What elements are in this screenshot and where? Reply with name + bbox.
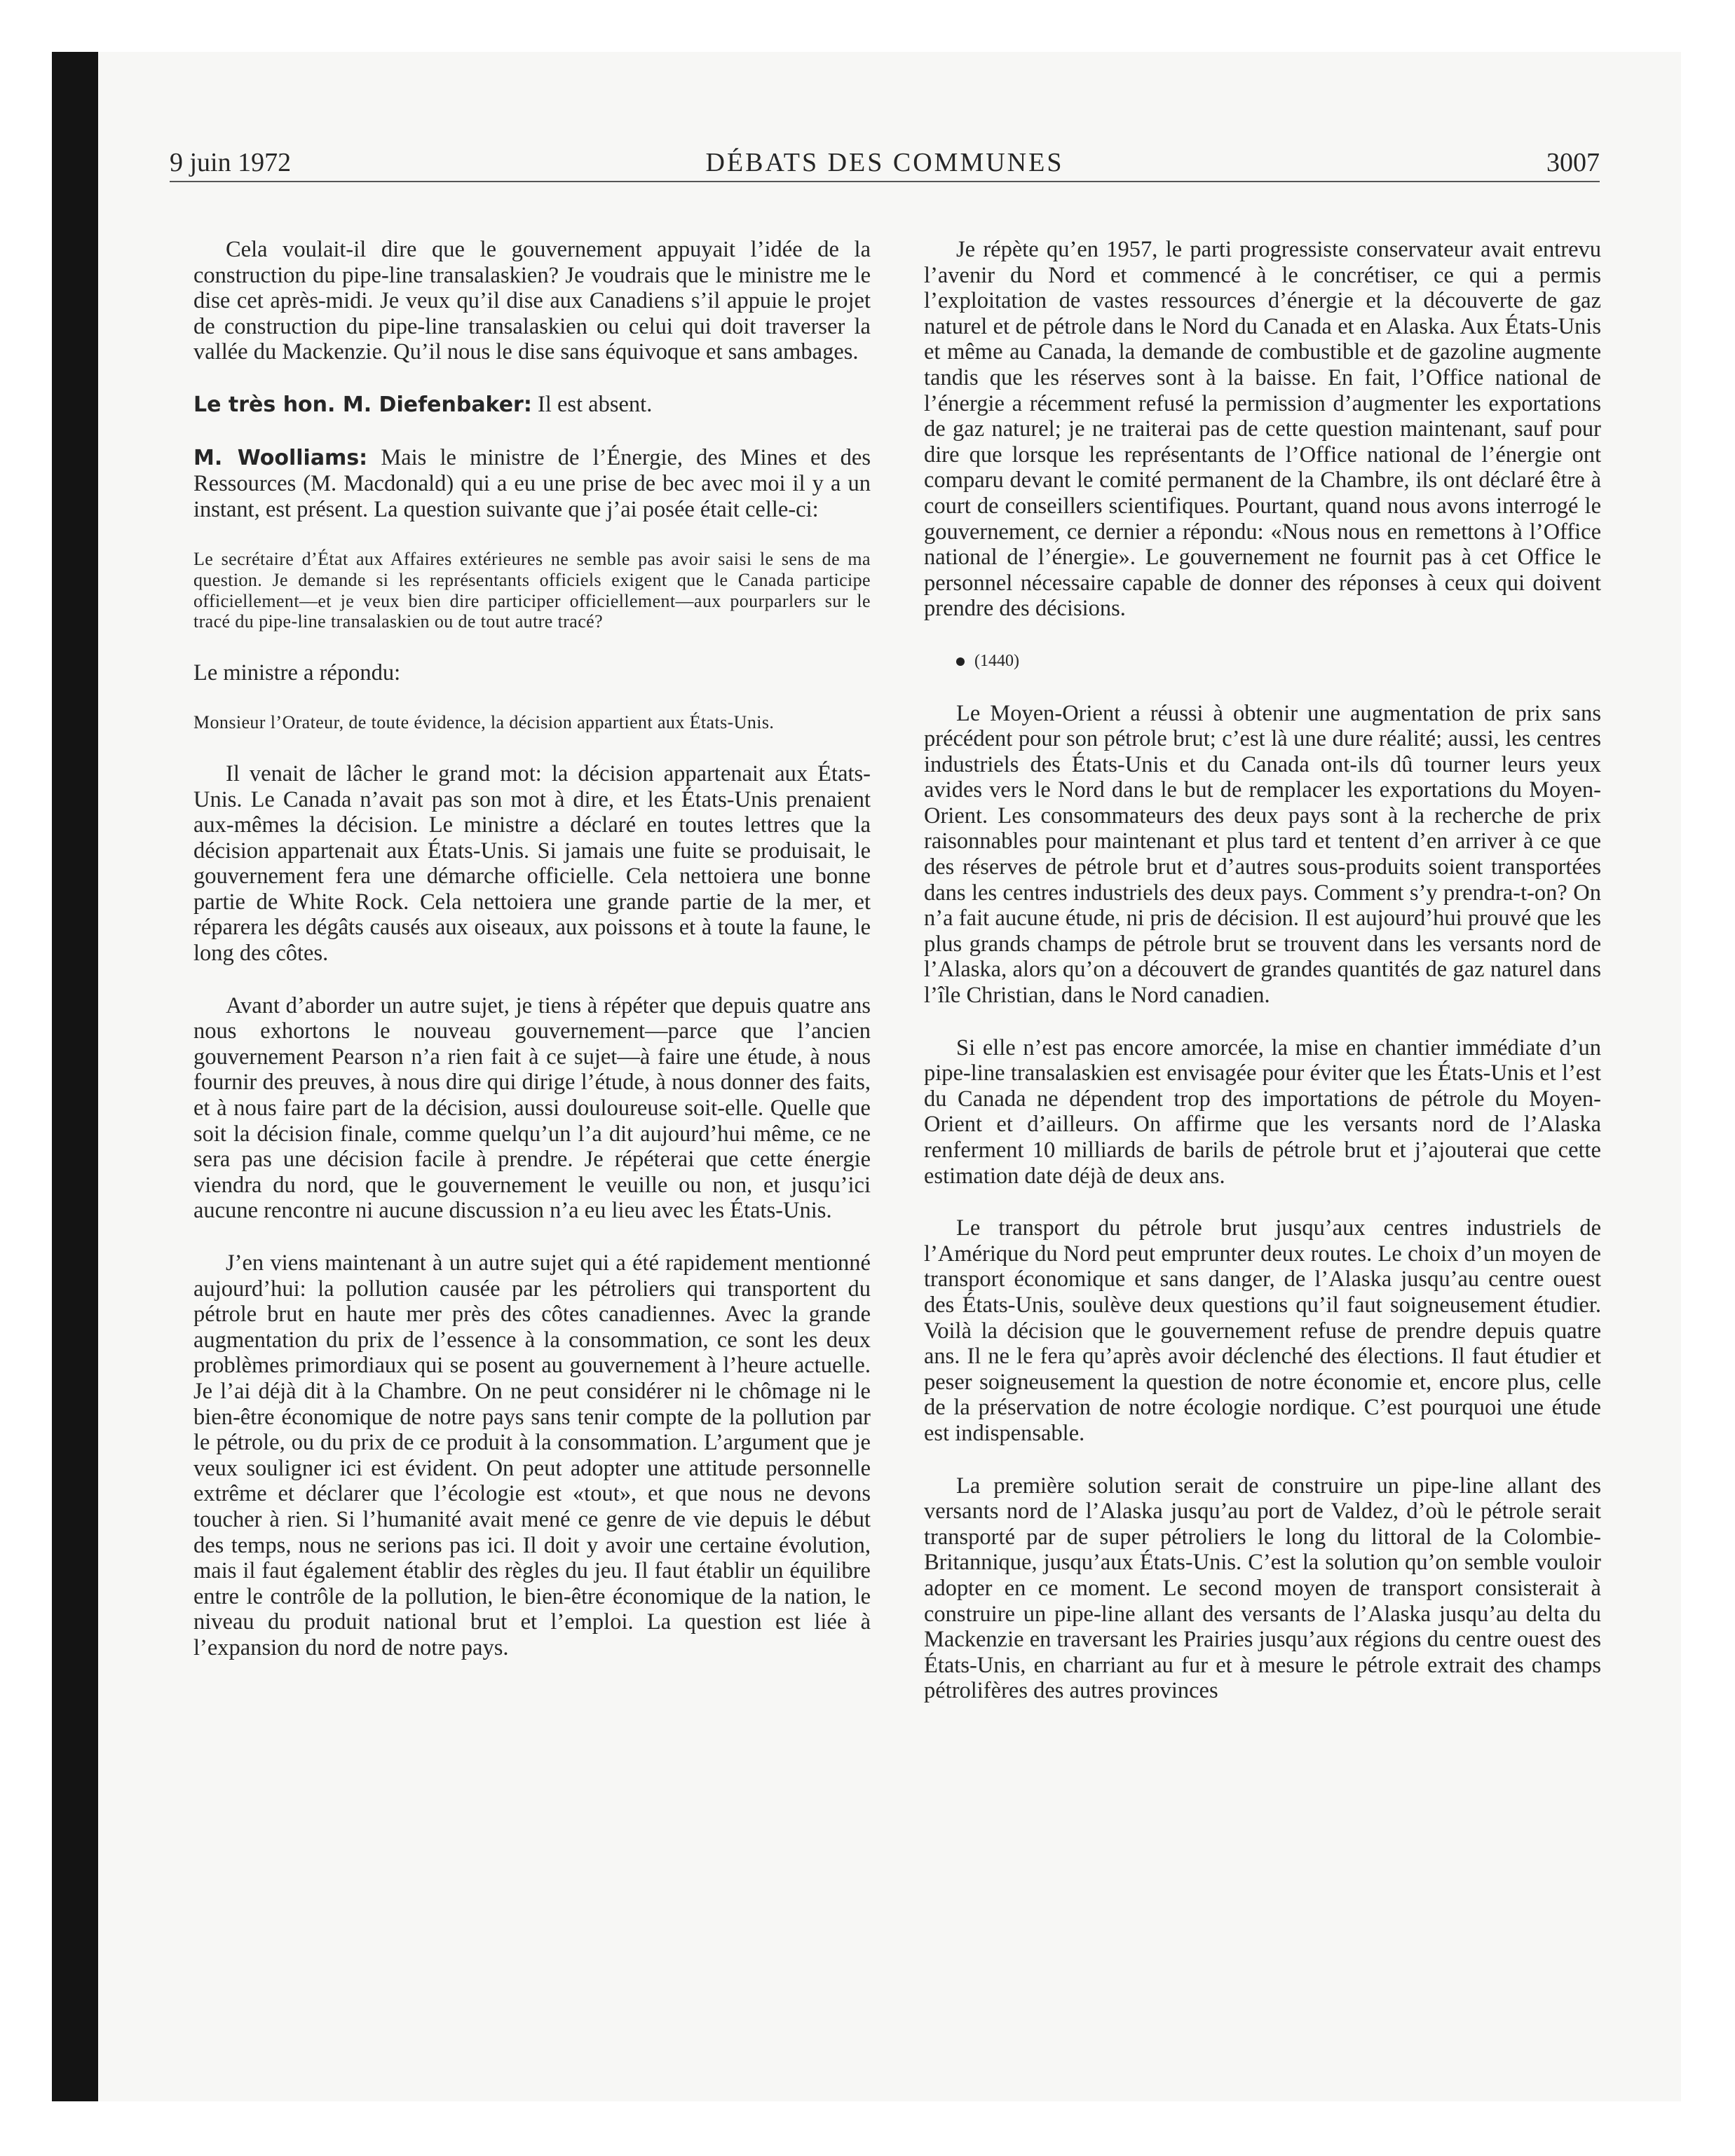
speaker-name: M. Woolliams:	[193, 445, 368, 470]
speech-text: Il est absent.	[531, 391, 653, 417]
speaker-name: Le très hon. M. Diefenbaker:	[193, 392, 532, 417]
quotation: Monsieur l’Orateur, de toute évidence, la décision appartient aux États-Unis.	[193, 712, 775, 733]
time-marker	[924, 648, 1601, 674]
page-number: 3007	[1546, 148, 1600, 177]
paragraph: Cela voulait-il dire que le gouvernement appuyait l’idée de la construction du pipe-line transalaskien? Je voudrais que le ministre me le dise cet après-midi. Je veux qu’il dise aux Canadiens s’il appuie le projet de construction du pipe-line transalaskien ou celui qui doit traverser la vallée du Mackenzie. Qu’il nous le dise sans équivoque et sans ambages.	[193, 237, 871, 365]
paragraph: La première solution serait de construire un pipe-line allant des versants nord de l’Alaska jusqu’au port de Valdez, d’où le pétrole serait transporté par de super pétroliers le long du littoral de la Colombie-Britannique, jusqu’aux États-Unis. C’est la solution qu’on semble vouloir adopter en ce moment. Le second moyen de transport consisterait à construire un pipe-line allant des versants de l’Alaska jusqu’au delta du Mackenzie en traversant les Prairies jusqu’aux régions du centre ouest des États-Unis, en charriant au fur et à mesure le pétrole extrait des champs pétrolifères des autres provinces	[924, 1473, 1601, 1704]
header-title: DÉBATS DES COMMUNES	[705, 148, 1064, 177]
paragraph: Le Moyen-Orient a réussi à obtenir une augmentation de prix sans précédent pour son pétrole brut; c’est là une dure réalité; aussi, les centres industriels des États-Unis et du Canada ont-ils dû tourner leurs yeux avides vers le Nord dans le but de remplacer les exportations du Moyen-Orient. Les consommateurs des deux pays sont à la recherche de prix raisonnables pour maintenant et plus tard et tentent d’en arriver à ce que des réserves de pétrole brut et d’autres sous-produits soient transportées dans les centres industriels des deux pays. Comment s’y prendra-t-on? On n’a fait aucune étude, ni pris de décision. Il est aujourd’hui prouvé que les plus grands champs de pétrole brut se trouvent dans les versants nord de l’Alaska, alors qu’on a découvert de grandes quantités de gaz naturel dans l’île Christian, dans le Nord canadien.	[924, 700, 1601, 1009]
left-column	[193, 237, 871, 1688]
speech-text: Mais le ministre de l’Énergie, des Mines et des Ressources (M. Macdonald) qui a eu une prise de bec avec moi il y a un instant, est présent. La question suivante que j’ai posée était celle-ci:	[193, 444, 871, 522]
paragraph: Je répète qu’en 1957, le parti progressiste conservateur avait entrevu l’avenir du Nord et commencé à le concrétiser, ce qui a permis l’exploitation de vastes ressources d’énergie et la découverte de gaz naturel et de pétrole dans le Nord du Canada et en Alaska. Aux États-Unis et même au Canada, la demande de combustible et de gazoline augmente tandis que les réserves sont à la baisse. En fait, l’Office national de l’énergie a récemment refusé la permission d’augmenter les exportations de gaz naturel; je ne traiterai pas de cette question maintenant, sauf pour dire que lorsque les représentants de l’Office national de l’énergie ont comparu devant le comité permanent de la Chambre, ils ont déclaré être à court de conseillers scientifiques. Pourtant, quand nous avons interrogé le gouvernement, ce dernier a répondu: «Nous nous en remettons à l’Office national de l’énergie». Le gouvernement ne fournit pas à cet Office le personnel nécessaire capable de donner des réponses à ceux qui doivent prendre des décisions.	[924, 237, 1601, 622]
paragraph: Il venait de lâcher le grand mot: la décision appartenait aux États-Unis. Le Canada n’avait pas son mot à dire, et les États-Unis prenaient aux-mêmes la décision. Le ministre a déclaré en toutes lettres que la décision appartenait aux États-Unis. Si jamais une fuite se produisait, le gouvernement fera une démarche officielle. Cela nettoiera une bonne partie de White Rock. Cela nettoiera une grande partie de la mer, et réparera les dégâts causés aux oiseaux, aux poissons et à toute la faune, le long des côtes.	[193, 760, 871, 967]
paragraph: Avant d’aborder un autre sujet, je tiens à répéter que depuis quatre ans nous exhortons le nouveau gouvernement—parce que l’ancien gouvernement Pearson n’a rien fait à ce sujet—à faire une étude, à nous fournir des preuves, à nous dire qui dirige l’étude, à nous donner des faits, et à nous faire part de la décision, aussi douloureuse soit-elle. Quelle que soit la décision finale, comme quelqu’un l’a dit aujourd’hui même, ce ne sera pas une décision facile à prendre. Je répéterai que cette énergie viendra du nord, que le gouvernement le veuille ou non, et jusqu’ici aucune rencontre ni aucune discussion n’a eu lieu avec les États-Unis.	[193, 992, 871, 1224]
paragraph: J’en viens maintenant à un autre sujet qui a été rapidement mentionné aujourd’hui: la pollution causée par les pétroliers qui transportent du pétrole brut en haute mer près des côtes canadiennes. Avec la grande augmentation du prix de l’essence à la consommation, ce sont les deux problèmes primordiaux qui se posent au gouvernement à l’heure actuelle. Je l’ai déjà dit à la Chambre. On ne peut considérer ni le chômage ni le bien-être économique de notre pays sans tenir compte de la pollution par le pétrole, ou du prix de ce produit à la consommation. L’argument que je veux souligner ici est évident. On peut adopter une attitude personnelle extrême et déclarer que l’écologie est «tout», et que nous ne devons toucher à rien. Si l’humanité avait mené ce genre de vie depuis le début des temps, nous ne serions pas ici. Il doit y avoir une certaine évolution, mais il faut également établir des règles du jeu. Il faut établir un équilibre entre le contrôle de la pollution, le bien-être économique de la nation, le niveau du produit national brut et l’emploi. La question est liée à l’expansion du nord de notre pays.	[193, 1250, 871, 1660]
binding-edge	[52, 52, 98, 2101]
speech-diefenbaker	[193, 392, 871, 418]
paragraph: Le transport du pétrole brut jusqu’aux centres industriels de l’Amérique du Nord peut emprunter deux routes. Le choix d’un moyen de transport économique et sans danger, de l’Alaska jusqu’au centre ouest des États-Unis, soulève deux questions qu’il faut soigneusement étudier. Voilà la décision que le gouvernement refuse de prendre depuis quatre ans. Il ne le fera qu’après avoir déclenché des élections. Il faut étudier et peser soigneusement la question de notre économie et, encore plus, celle de la préservation de notre écologie nordique. C’est pourquoi une étude est indispensable.	[924, 1215, 1601, 1446]
time-marker-text: (1440)	[974, 651, 1019, 670]
bullet-icon	[956, 657, 965, 666]
running-header	[170, 144, 1600, 182]
right-column	[924, 237, 1601, 1731]
paragraph: Si elle n’est pas encore amorcée, la mise en chantier immédiate d’un pipe-line transalaskien est envisagée pour éviter que les États-Unis et l’est du Canada ne dépendent trop des importations de pétrole du Moyen-Orient et d’ailleurs. On affirme que les versants nord de l’Alaska renferment 10 milliards de barils de pétrole brut et j’ajouterai que cette estimation date déjà de deux ans.	[924, 1035, 1601, 1189]
header-date: 9 juin 1972	[170, 148, 292, 177]
speech-woolliams	[193, 445, 871, 523]
paragraph: Le ministre a répondu:	[193, 660, 401, 685]
quotation: Le secrétaire d’État aux Affaires extérieures ne semble pas avoir saisi le sens de ma question. Je demande si les représentants officiels exigent que le Canada participe officiellement—et je veux bien dire participer officiellement—aux pourparlers sur le tracé du pipe-line transalaskien ou de tout autre tracé?	[193, 549, 871, 632]
